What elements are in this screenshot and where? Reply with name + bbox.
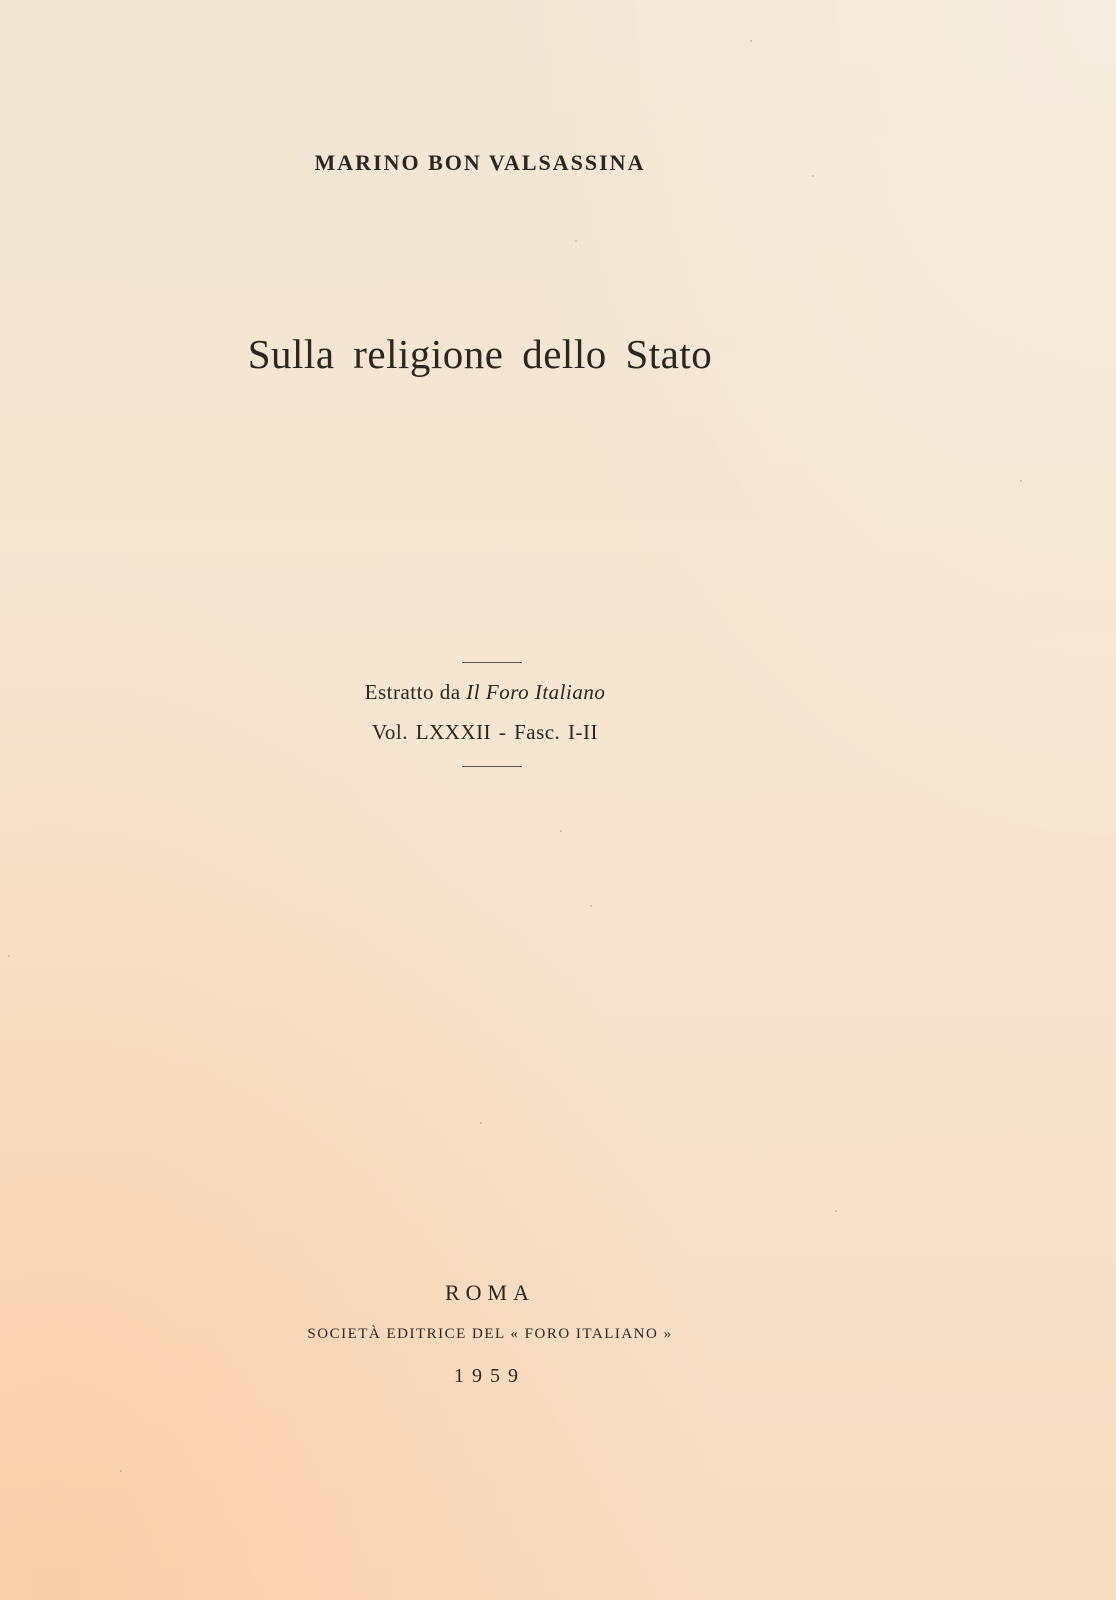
divider-top — [462, 662, 522, 663]
paper-speck — [560, 830, 562, 832]
volume-line: Vol. LXXXII - Fasc. I-II — [371, 720, 599, 744]
journal-name: Il Foro Italiano — [466, 680, 606, 704]
author-name: MARINO BON VALSASSINA — [314, 150, 646, 175]
paper-speck — [120, 1470, 122, 1472]
paper-speck — [590, 905, 592, 907]
publication-year: 1959 — [454, 1365, 526, 1387]
paper-speck — [480, 1122, 482, 1124]
divider-bottom — [462, 766, 522, 767]
paper-speck — [575, 240, 577, 242]
paper-speck — [1020, 480, 1022, 482]
paper-speck — [8, 955, 10, 957]
publication-city: ROMA — [444, 1280, 535, 1305]
book-title: Sulla religione dello Stato — [247, 331, 713, 377]
paper-speck — [835, 1210, 837, 1212]
extract-prefix: Estratto da — [364, 680, 461, 704]
publisher-name: SOCIETÀ EDITRICE DEL « FORO ITALIANO » — [307, 1326, 673, 1342]
extract-line — [0, 680, 970, 705]
paper-speck — [750, 40, 752, 42]
